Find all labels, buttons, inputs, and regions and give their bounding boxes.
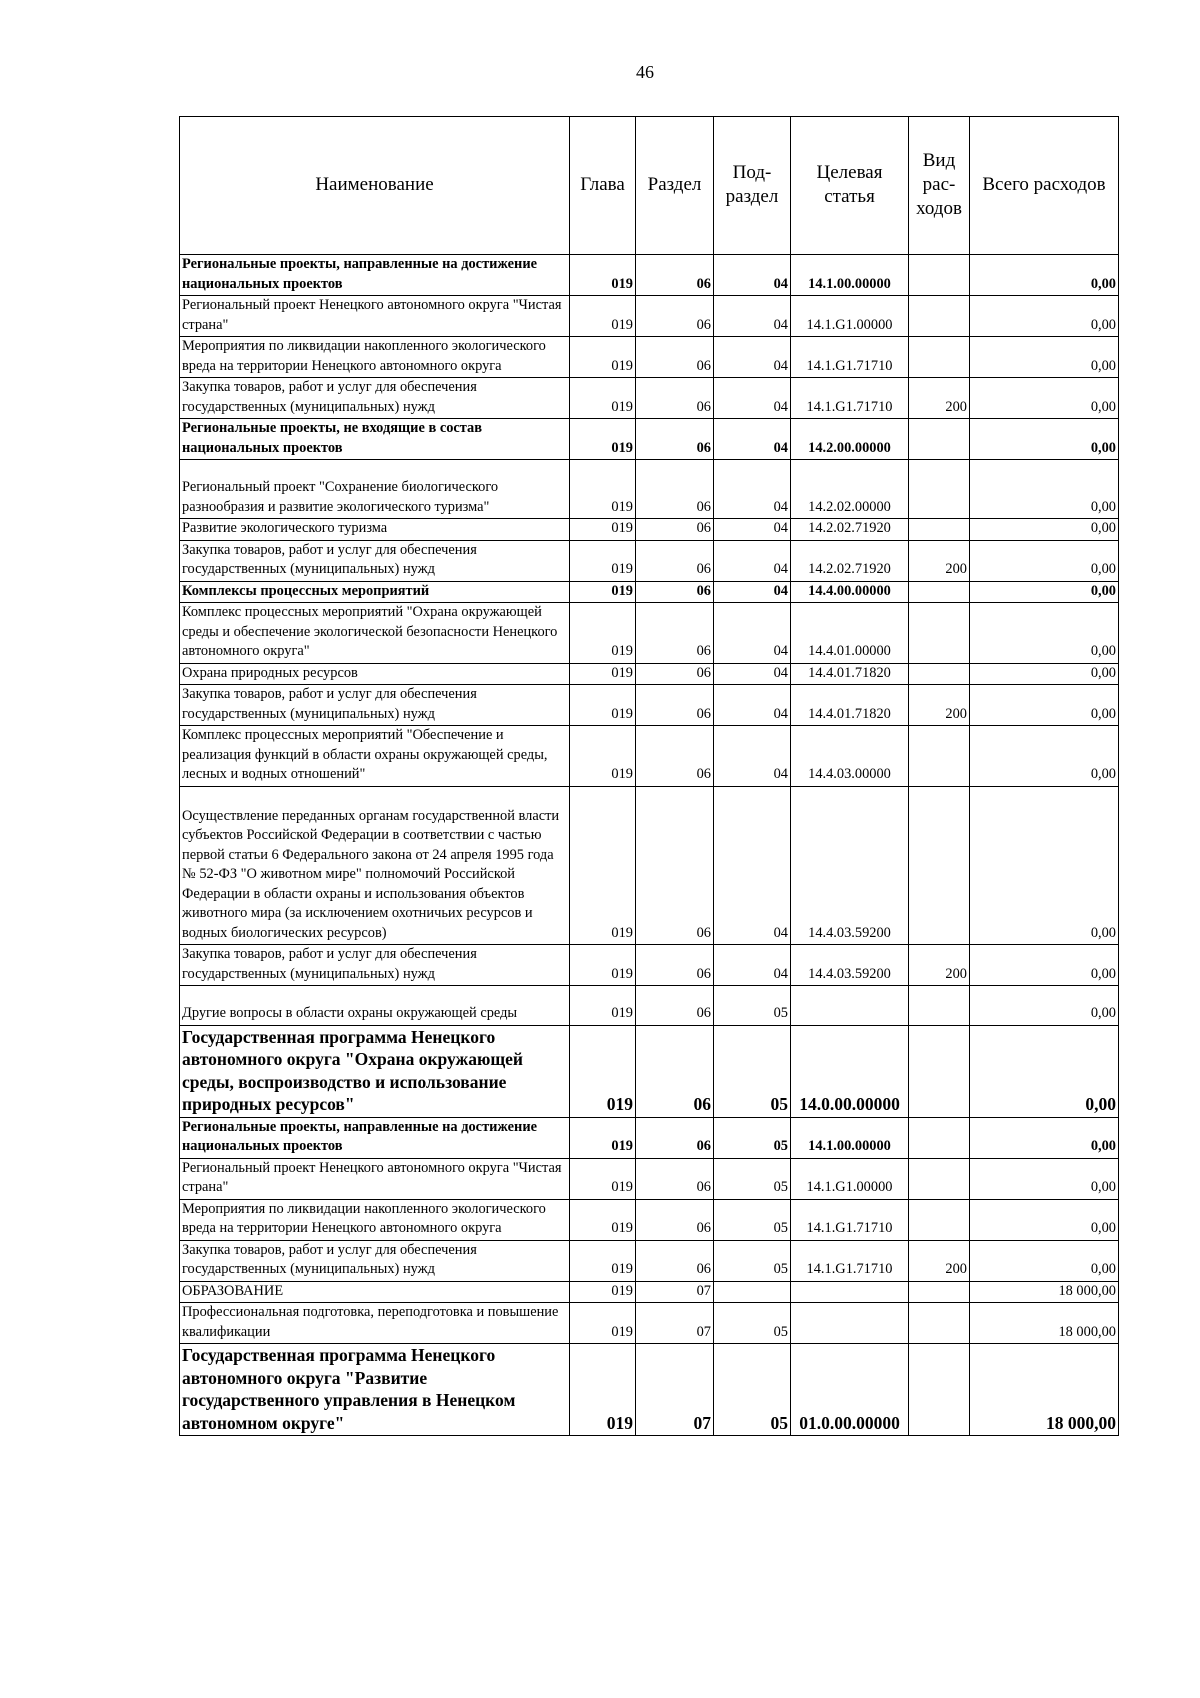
- row-section: 06: [636, 460, 714, 519]
- table-row: [180, 1303, 1119, 1344]
- row-total: 0,00: [970, 1199, 1119, 1240]
- row-section: 06: [636, 1025, 714, 1117]
- row-total: 0,00: [970, 1025, 1119, 1117]
- row-expense-kind: [909, 1199, 970, 1240]
- row-expense-kind: 200: [909, 945, 970, 986]
- row-section: 06: [636, 581, 714, 603]
- row-subsection: 04: [714, 663, 791, 685]
- table-row: [180, 1117, 1119, 1158]
- header-target-article: Целевая статья: [791, 117, 909, 255]
- row-expense-kind: [909, 255, 970, 296]
- row-total: 0,00: [970, 581, 1119, 603]
- row-name: Закупка товаров, работ и услуг для обеспечения государственных (муниципальных) нужд: [180, 540, 570, 581]
- row-subsection: 04: [714, 603, 791, 664]
- header-expense-kind: Вид рас- ходов: [909, 117, 970, 255]
- row-chapter: 019: [570, 1117, 636, 1158]
- row-expense-kind: [909, 786, 970, 945]
- row-section: 07: [636, 1281, 714, 1303]
- row-name: ОБРАЗОВАНИЕ: [180, 1281, 570, 1303]
- row-chapter: 019: [570, 685, 636, 726]
- row-chapter: 019: [570, 581, 636, 603]
- table-row: [180, 726, 1119, 787]
- row-total: 0,00: [970, 296, 1119, 337]
- row-total: 0,00: [970, 378, 1119, 419]
- row-subsection: 05: [714, 1199, 791, 1240]
- row-name: Мероприятия по ликвидации накопленного экологического вреда на территории Ненецкого автономного округа: [180, 337, 570, 378]
- row-name: Комплексы процессных мероприятий: [180, 581, 570, 603]
- table-row: [180, 685, 1119, 726]
- row-name: Охрана природных ресурсов: [180, 663, 570, 685]
- row-section: 06: [636, 726, 714, 787]
- row-chapter: 019: [570, 603, 636, 664]
- row-expense-kind: [909, 1158, 970, 1199]
- row-chapter: 019: [570, 1240, 636, 1281]
- row-expense-kind: [909, 419, 970, 460]
- row-subsection: 05: [714, 986, 791, 1026]
- row-name: Региональные проекты, не входящие в состав национальных проектов: [180, 419, 570, 460]
- row-name: Развитие экологического туризма: [180, 519, 570, 541]
- row-name: Закупка товаров, работ и услуг для обеспечения государственных (муниципальных) нужд: [180, 1240, 570, 1281]
- row-target-article: 14.1.00.00000: [791, 1117, 909, 1158]
- row-section: 06: [636, 540, 714, 581]
- row-target-article: 14.2.02.00000: [791, 460, 909, 519]
- row-expense-kind: [909, 986, 970, 1026]
- row-subsection: 04: [714, 945, 791, 986]
- row-expense-kind: [909, 1117, 970, 1158]
- row-chapter: 019: [570, 1344, 636, 1436]
- row-section: 06: [636, 1199, 714, 1240]
- table-row: [180, 986, 1119, 1026]
- row-subsection: 04: [714, 540, 791, 581]
- header-total: Всего расходов: [970, 117, 1119, 255]
- row-total: 0,00: [970, 519, 1119, 541]
- row-section: 07: [636, 1303, 714, 1344]
- row-name: Другие вопросы в области охраны окружающей среды: [180, 986, 570, 1026]
- row-total: 18 000,00: [970, 1303, 1119, 1344]
- table-row: [180, 1240, 1119, 1281]
- row-name: Региональные проекты, направленные на достижение национальных проектов: [180, 255, 570, 296]
- row-total: 0,00: [970, 419, 1119, 460]
- table-row: [180, 603, 1119, 664]
- header-chapter: Глава: [570, 117, 636, 255]
- row-name: Профессиональная подготовка, переподготовка и повышение квалификации: [180, 1303, 570, 1344]
- row-target-article: 14.4.01.00000: [791, 603, 909, 664]
- row-expense-kind: [909, 1303, 970, 1344]
- row-subsection: 05: [714, 1025, 791, 1117]
- row-section: 06: [636, 378, 714, 419]
- row-total: 0,00: [970, 1158, 1119, 1199]
- row-section: 06: [636, 663, 714, 685]
- row-target-article: 01.0.00.00000: [791, 1344, 909, 1436]
- table-row: [180, 337, 1119, 378]
- row-chapter: 019: [570, 337, 636, 378]
- row-total: 0,00: [970, 986, 1119, 1026]
- row-expense-kind: [909, 726, 970, 787]
- row-target-article: 14.0.00.00000: [791, 1025, 909, 1117]
- row-total: 18 000,00: [970, 1344, 1119, 1436]
- row-subsection: 04: [714, 685, 791, 726]
- row-section: 06: [636, 255, 714, 296]
- row-section: 07: [636, 1344, 714, 1436]
- row-subsection: 04: [714, 419, 791, 460]
- row-expense-kind: [909, 460, 970, 519]
- header-section: Раздел: [636, 117, 714, 255]
- row-expense-kind: [909, 296, 970, 337]
- table-header: [180, 117, 1119, 255]
- row-expense-kind: [909, 1025, 970, 1117]
- row-expense-kind: [909, 1344, 970, 1436]
- row-target-article: 14.1.G1.00000: [791, 1158, 909, 1199]
- row-chapter: 019: [570, 986, 636, 1026]
- row-total: 0,00: [970, 603, 1119, 664]
- row-total: 0,00: [970, 786, 1119, 945]
- row-subsection: [714, 1281, 791, 1303]
- table-row: [180, 519, 1119, 541]
- table-row: [180, 945, 1119, 986]
- row-chapter: 019: [570, 519, 636, 541]
- row-section: 06: [636, 786, 714, 945]
- row-total: 0,00: [970, 685, 1119, 726]
- row-target-article: [791, 1303, 909, 1344]
- row-total: 0,00: [970, 945, 1119, 986]
- row-subsection: 05: [714, 1240, 791, 1281]
- row-expense-kind: 200: [909, 540, 970, 581]
- row-name: Комплекс процессных мероприятий "Охрана окружающей среды и обеспечение экологической безопасности Ненецкого автономного округа": [180, 603, 570, 664]
- row-expense-kind: 200: [909, 378, 970, 419]
- row-total: 0,00: [970, 1117, 1119, 1158]
- table-row: [180, 786, 1119, 945]
- row-expense-kind: [909, 581, 970, 603]
- table-body: [180, 255, 1119, 1436]
- row-chapter: 019: [570, 1303, 636, 1344]
- row-chapter: 019: [570, 296, 636, 337]
- row-total: 0,00: [970, 337, 1119, 378]
- row-section: 06: [636, 519, 714, 541]
- row-subsection: 05: [714, 1158, 791, 1199]
- row-chapter: 019: [570, 460, 636, 519]
- table-row: [180, 419, 1119, 460]
- row-expense-kind: [909, 337, 970, 378]
- row-target-article: 14.4.00.00000: [791, 581, 909, 603]
- row-chapter: 019: [570, 1025, 636, 1117]
- row-name: Мероприятия по ликвидации накопленного экологического вреда на территории Ненецкого автономного округа: [180, 1199, 570, 1240]
- row-chapter: 019: [570, 786, 636, 945]
- row-section: 06: [636, 1240, 714, 1281]
- row-name: Государственная программа Ненецкого автономного округа "Развитие государственного управления в Ненецком автономном округе": [180, 1344, 570, 1436]
- row-target-article: 14.2.02.71920: [791, 540, 909, 581]
- row-target-article: 14.4.03.00000: [791, 726, 909, 787]
- row-subsection: 04: [714, 786, 791, 945]
- row-chapter: 019: [570, 663, 636, 685]
- row-subsection: 04: [714, 726, 791, 787]
- row-subsection: 04: [714, 460, 791, 519]
- row-expense-kind: 200: [909, 685, 970, 726]
- row-total: 0,00: [970, 663, 1119, 685]
- row-expense-kind: [909, 1281, 970, 1303]
- row-target-article: 14.4.01.71820: [791, 663, 909, 685]
- row-target-article: 14.4.03.59200: [791, 945, 909, 986]
- row-section: 06: [636, 337, 714, 378]
- row-name: Региональные проекты, направленные на достижение национальных проектов: [180, 1117, 570, 1158]
- row-total: 0,00: [970, 726, 1119, 787]
- row-target-article: 14.1.G1.00000: [791, 296, 909, 337]
- row-chapter: 019: [570, 1158, 636, 1199]
- row-chapter: 019: [570, 540, 636, 581]
- row-chapter: 019: [570, 378, 636, 419]
- row-subsection: 04: [714, 581, 791, 603]
- row-name: Закупка товаров, работ и услуг для обеспечения государственных (муниципальных) нужд: [180, 685, 570, 726]
- table-row: [180, 1025, 1119, 1117]
- row-total: 0,00: [970, 460, 1119, 519]
- row-target-article: 14.1.G1.71710: [791, 378, 909, 419]
- row-total: 0,00: [970, 1240, 1119, 1281]
- row-subsection: 05: [714, 1117, 791, 1158]
- row-target-article: 14.2.02.71920: [791, 519, 909, 541]
- row-target-article: 14.4.01.71820: [791, 685, 909, 726]
- row-target-article: 14.1.G1.71710: [791, 1199, 909, 1240]
- row-chapter: 019: [570, 1199, 636, 1240]
- row-subsection: 04: [714, 378, 791, 419]
- table-row: [180, 1344, 1119, 1436]
- table-row: [180, 378, 1119, 419]
- row-subsection: 04: [714, 296, 791, 337]
- row-expense-kind: [909, 519, 970, 541]
- row-section: 06: [636, 1158, 714, 1199]
- row-target-article: 14.1.00.00000: [791, 255, 909, 296]
- table-row: [180, 581, 1119, 603]
- row-total: 0,00: [970, 540, 1119, 581]
- row-chapter: 019: [570, 726, 636, 787]
- row-total: 18 000,00: [970, 1281, 1119, 1303]
- row-subsection: 05: [714, 1344, 791, 1436]
- row-chapter: 019: [570, 945, 636, 986]
- row-subsection: 05: [714, 1303, 791, 1344]
- row-subsection: 04: [714, 255, 791, 296]
- row-target-article: 14.1.G1.71710: [791, 337, 909, 378]
- page-number: 46: [636, 62, 654, 82]
- table-row: [180, 296, 1119, 337]
- row-section: 06: [636, 419, 714, 460]
- table-row: [180, 255, 1119, 296]
- row-chapter: 019: [570, 255, 636, 296]
- row-target-article: 14.1.G1.71710: [791, 1240, 909, 1281]
- row-section: 06: [636, 986, 714, 1026]
- row-expense-kind: 200: [909, 1240, 970, 1281]
- row-chapter: 019: [570, 1281, 636, 1303]
- table-row: [180, 460, 1119, 519]
- row-target-article: [791, 1281, 909, 1303]
- row-expense-kind: [909, 603, 970, 664]
- row-section: 06: [636, 1117, 714, 1158]
- row-target-article: 14.4.03.59200: [791, 786, 909, 945]
- header-name: Наименование: [180, 117, 570, 255]
- row-expense-kind: [909, 663, 970, 685]
- row-section: 06: [636, 945, 714, 986]
- row-name: Осуществление переданных органам государственной власти субъектов Российской Федерации в соответствии с частью первой статьи 6 Федерального закона от 24 апреля 1995 года № 52-ФЗ "О животном мире" полномочий Российской Федерации в области охраны и использования объектов животного мира (за исключением охотничьих ресурсов и водных биологических ресурсов): [180, 786, 570, 945]
- row-section: 06: [636, 685, 714, 726]
- budget-table: [179, 116, 1119, 1436]
- row-subsection: 04: [714, 337, 791, 378]
- table-row: [180, 663, 1119, 685]
- row-subsection: 04: [714, 519, 791, 541]
- row-name: Региональный проект Ненецкого автономного округа "Чистая страна": [180, 1158, 570, 1199]
- row-name: Региональный проект "Сохранение биологического разнообразия и развитие экологического туризма": [180, 460, 570, 519]
- row-total: 0,00: [970, 255, 1119, 296]
- table-row: [180, 1281, 1119, 1303]
- row-target-article: [791, 986, 909, 1026]
- row-name: Закупка товаров, работ и услуг для обеспечения государственных (муниципальных) нужд: [180, 378, 570, 419]
- row-name: Закупка товаров, работ и услуг для обеспечения государственных (муниципальных) нужд: [180, 945, 570, 986]
- row-target-article: 14.2.00.00000: [791, 419, 909, 460]
- row-chapter: 019: [570, 419, 636, 460]
- row-name: Комплекс процессных мероприятий "Обеспечение и реализация функций в области охраны окружающей среды, лесных и водных отношений": [180, 726, 570, 787]
- row-section: 06: [636, 603, 714, 664]
- row-name: Государственная программа Ненецкого автономного округа "Охрана окружающей среды, воспроизводство и использование природных ресурсов": [180, 1025, 570, 1117]
- header-subsection: Под- раздел: [714, 117, 791, 255]
- row-section: 06: [636, 296, 714, 337]
- row-name: Региональный проект Ненецкого автономного округа "Чистая страна": [180, 296, 570, 337]
- table-row: [180, 540, 1119, 581]
- table-row: [180, 1199, 1119, 1240]
- table-row: [180, 1158, 1119, 1199]
